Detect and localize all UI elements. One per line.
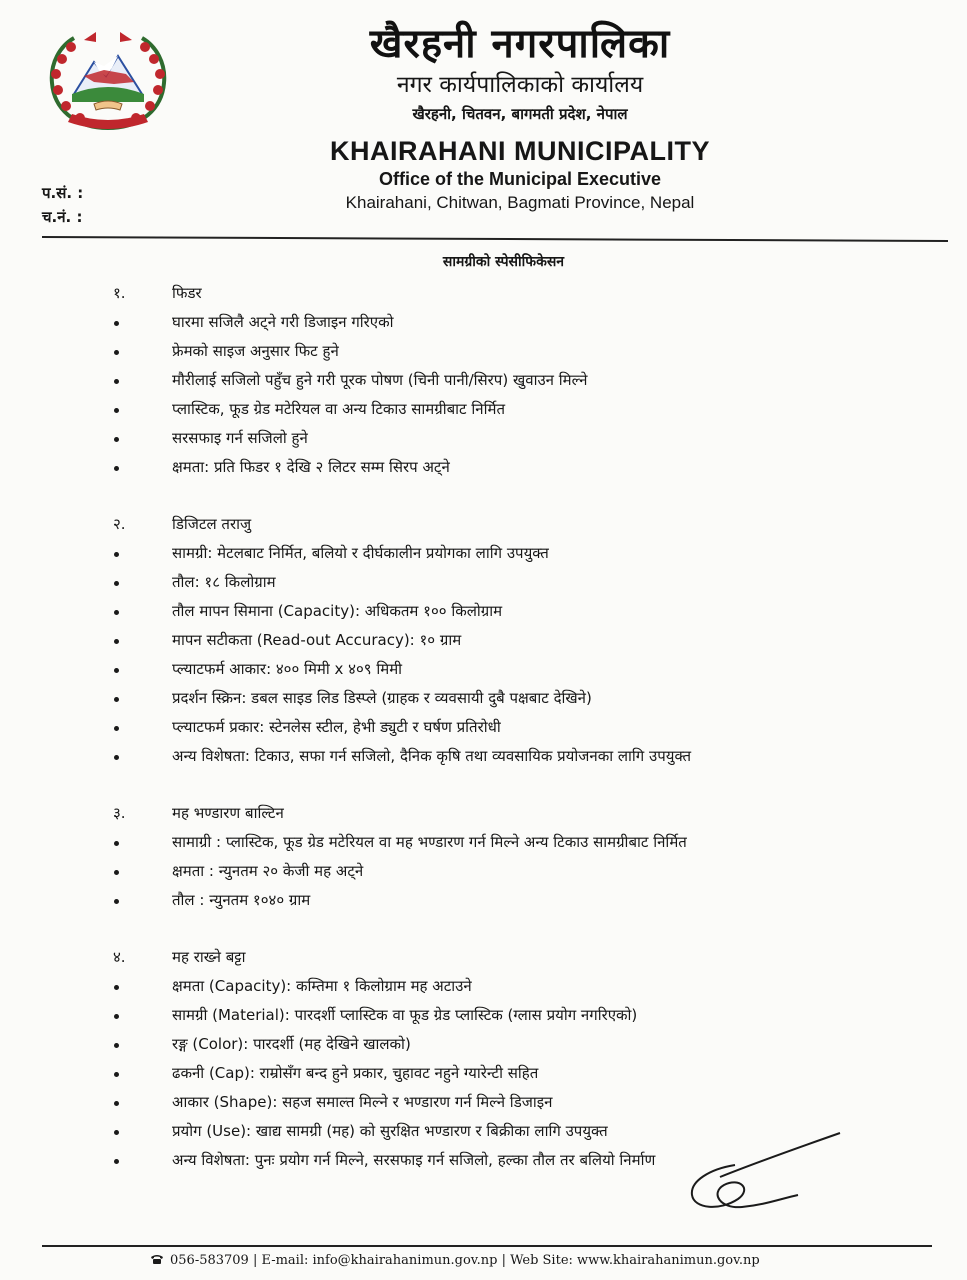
specification-sections <box>0 279 967 1175</box>
list-item: मौरीलाई सजिलो पहुँच हुने गरी पूरक पोषण (चिनी पानी/सिरप) खुवाउन मिल्ने <box>0 366 967 395</box>
bullet-icon <box>114 321 119 326</box>
bullet-icon <box>114 466 119 471</box>
office-name-nepali: नगर कार्यपालिकाको कार्यालय <box>396 72 644 98</box>
bullet-icon <box>114 350 119 355</box>
list-item: सामाग्री : प्लास्टिक, फूड ग्रेड मटेरियल वा मह भण्डारण गर्न मिल्ने अन्य टिकाउ सामग्रीबाट निर्मित <box>0 828 967 857</box>
list-item: तौल: १८ किलोग्राम <box>0 568 967 597</box>
list-item: ढकनी (Cap): राम्रोसँग बन्द हुने प्रकार, चुहावट नहुने ग्यारेन्टी सहित <box>0 1059 967 1088</box>
section-title: डिजिटल तराजु <box>172 515 252 533</box>
spec-list <box>0 539 967 771</box>
section-header <box>0 279 967 308</box>
bullet-icon <box>114 552 119 557</box>
bullet-icon <box>114 755 119 760</box>
address-nepali: खैरहनी, चितवन, बागमती प्रदेश, नेपाल <box>412 105 628 123</box>
document-heading: सामग्रीको स्पेसीफिकेसन <box>442 254 565 270</box>
address-english: Khairahani, Chitwan, Bagmati Province, Nepal <box>345 193 695 212</box>
telephone-icon <box>150 1254 164 1265</box>
bullet-icon <box>114 437 119 442</box>
list-item: प्रदर्शन स्क्रिन: डबल साइड लिड डिस्प्ले (ग्राहक र व्यवसायी दुबै पक्षबाट देखिने) <box>0 684 967 713</box>
footer-divider <box>42 1245 932 1247</box>
list-item: क्षमता: प्रति फिडर १ देखि २ लिटर सम्म सिरप अट्ने <box>0 453 967 482</box>
bullet-icon <box>114 870 119 875</box>
bullet-icon <box>114 1130 119 1135</box>
bullet-icon <box>114 1043 119 1048</box>
bullet-icon <box>114 726 119 731</box>
list-item: मापन सटीकता (Read-out Accuracy): १० ग्राम <box>0 626 967 655</box>
bullet-icon <box>114 985 119 990</box>
dispatch-number-label: च.नं. : <box>42 208 83 226</box>
list-item: अन्य विशेषता: पुनः प्रयोग गर्न मिल्ने, सरसफाइ गर्न सजिलो, हल्का तौल तर बलियो निर्माण <box>0 1146 967 1175</box>
section-title: मह राख्ने बट्टा <box>172 948 246 966</box>
bullet-icon <box>114 1014 119 1019</box>
bullet-icon <box>114 841 119 846</box>
list-item: प्ल्याटफर्म आकार: ४०० मिमी x ४०९ मिमी <box>0 655 967 684</box>
list-item: प्लास्टिक, फूड ग्रेड मटेरियल वा अन्य टिकाउ सामग्रीबाट निर्मित <box>0 395 967 424</box>
section-title: मह भण्डारण बाल्टिन <box>172 804 284 822</box>
spec-section-feeder <box>0 279 967 482</box>
bullet-icon <box>114 581 119 586</box>
bullet-icon <box>114 1101 119 1106</box>
bullet-icon <box>114 697 119 702</box>
list-item: क्षमता (Capacity): कम्तिमा १ किलोग्राम मह अटाउने <box>0 972 967 1001</box>
spec-list <box>0 308 967 482</box>
section-title: फिडर <box>172 284 202 302</box>
nepal-government-emblem-icon <box>44 28 172 136</box>
header-divider <box>42 236 948 242</box>
reference-number-label: प.सं. : <box>42 184 84 202</box>
list-item: फ्रेमको साइज अनुसार फिट हुने <box>0 337 967 366</box>
bullet-icon <box>114 1072 119 1077</box>
list-item: सामग्री (Material): पारदर्शी प्लास्टिक वा फूड ग्रेड प्लास्टिक (ग्लास प्रयोग नगरिएको) <box>0 1001 967 1030</box>
bullet-icon <box>114 1159 119 1164</box>
list-item: तौल मापन सिमाना (Capacity): अधिकतम १०० किलोग्राम <box>0 597 967 626</box>
list-item: घारमा सजिलै अट्ने गरी डिजाइन गरिएको <box>0 308 967 337</box>
bullet-icon <box>114 610 119 615</box>
municipality-name-english: KHAIRAHANI MUNICIPALITY <box>330 136 710 166</box>
bullet-icon <box>114 379 119 384</box>
list-item: प्रयोग (Use): खाद्य सामग्री (मह) को सुरक्षित भण्डारण र बिक्रीका लागि उपयुक्त <box>0 1117 967 1146</box>
list-item: प्ल्याटफर्म प्रकार: स्टेनलेस स्टील, हेभी ड्युटी र घर्षण प्रतिरोधी <box>0 713 967 742</box>
section-number: ४. <box>113 948 126 966</box>
spec-section-honey-bucket <box>0 799 967 915</box>
spec-section-digital-scale <box>0 510 967 771</box>
list-item: रङ्ग (Color): पारदर्शी (मह देखिने खालको) <box>0 1030 967 1059</box>
footer-contact <box>150 1251 830 1271</box>
section-number: २. <box>113 515 126 533</box>
list-item: तौल : न्युनतम १०४० ग्राम <box>0 886 967 915</box>
bullet-icon <box>114 639 119 644</box>
footer-contact-text: 056-583709 | E-mail: info@khairahanimun.gov.np | Web Site: www.khairahanimun.gov.np <box>170 1253 760 1268</box>
spec-list <box>0 828 967 915</box>
list-item: क्षमता : न्युनतम २० केजी मह अट्ने <box>0 857 967 886</box>
list-item: सामग्री: मेटलबाट निर्मित, बलियो र दीर्घकालीन प्रयोगका लागि उपयुक्त <box>0 539 967 568</box>
list-item: अन्य विशेषता: टिकाउ, सफा गर्न सजिलो, दैनिक कृषि तथा व्यवसायिक प्रयोजनका लागि उपयुक्त <box>0 742 967 771</box>
list-item: आकार (Shape): सहज समाल्त मिल्ने र भण्डारण गर्न मिल्ने डिजाइन <box>0 1088 967 1117</box>
section-number: १. <box>113 284 126 302</box>
office-name-english: Office of the Municipal Executive <box>378 169 662 189</box>
section-header <box>0 799 967 828</box>
section-number: ३. <box>113 804 126 822</box>
bullet-icon <box>114 668 119 673</box>
signature-icon <box>680 1125 855 1225</box>
section-header <box>0 943 967 972</box>
bullet-icon <box>114 899 119 904</box>
list-item: सरसफाइ गर्न सजिलो हुने <box>0 424 967 453</box>
municipality-name-nepali: खैरहनी नगरपालिका <box>369 21 671 67</box>
bullet-icon <box>114 408 119 413</box>
section-header <box>0 510 967 539</box>
